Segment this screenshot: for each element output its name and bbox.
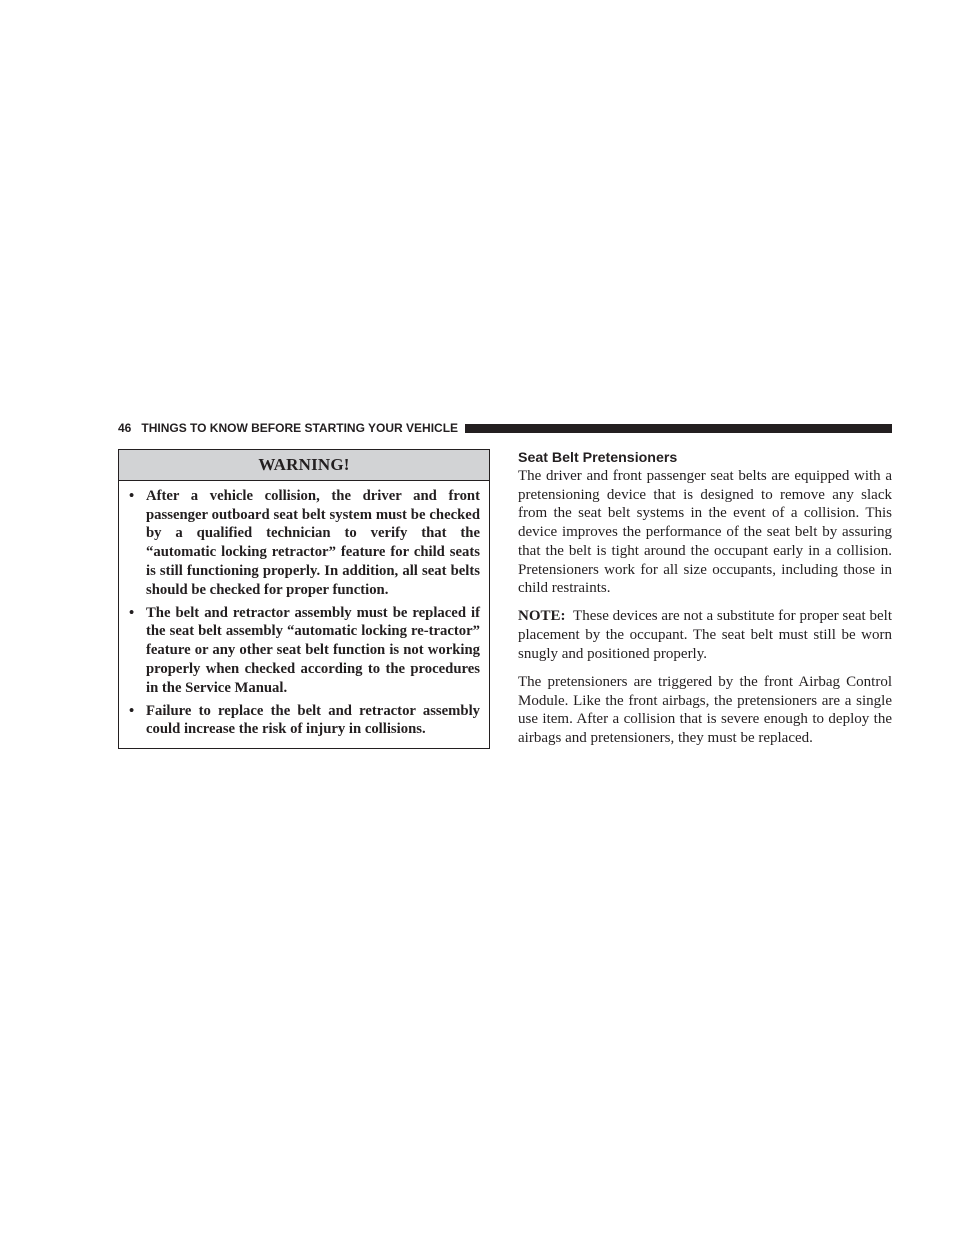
page-number: 46 xyxy=(118,421,132,435)
main-content xyxy=(518,449,892,757)
warning-item-text: After a vehicle collision, the driver and front passenger outboard seat belt system must be checked by a qualified technician to verify that the “automatic locking retractor” feature for child seats is still functioning properly. In addition, all seat belts should be checked for proper function. xyxy=(146,488,480,598)
note-paragraph xyxy=(518,607,892,663)
warning-item xyxy=(129,487,480,599)
warning-title: WARNING! xyxy=(119,450,489,481)
section-heading: Seat Belt Pretensioners xyxy=(518,450,678,466)
bullet-icon: • xyxy=(129,604,135,621)
note-text: These devices are not a substitute for proper seat belt placement by the occupant. The seat belt must still be worn snugly and positioned properly. xyxy=(518,608,892,662)
warning-box xyxy=(118,449,490,749)
warning-list xyxy=(119,481,489,739)
section-title: THINGS TO KNOW BEFORE STARTING YOUR VEHICLE xyxy=(141,421,459,435)
bullet-icon: • xyxy=(129,488,135,504)
header-rule xyxy=(465,424,892,433)
warning-item xyxy=(129,702,480,739)
paragraph-pretensioner-description: The driver and front passenger seat belts are equipped with a pretensioning device that is designed to remove any slack from the seat belt systems in the event of a collision. This device improves the performance of the seat belt by assuring that the belt is tight around the occupant early in a collision. Pretensioners work for all size occupants, including those in child restraints. xyxy=(518,468,892,597)
page-header xyxy=(118,419,892,437)
warning-item xyxy=(129,604,480,698)
warning-item-text: Failure to replace the belt and retractor assembly could increase the risk of injury in collisions. xyxy=(146,702,480,738)
bullet-icon: • xyxy=(129,702,135,719)
warning-item-text: The belt and retractor assembly must be replaced if the seat belt assembly “automatic locking re-tractor” feature or any other seat belt function is not working properly when checked according to the procedures in the Service Manual. xyxy=(146,604,480,696)
note-label: NOTE: xyxy=(518,608,566,625)
paragraph-pretensioner-trigger: The pretensioners are triggered by the front Airbag Control Module. Like the front airbags, the pretensioners are a single use item. After a collision that is severe enough to deploy the airbags and pretensioners, they must be replaced. xyxy=(518,674,892,747)
